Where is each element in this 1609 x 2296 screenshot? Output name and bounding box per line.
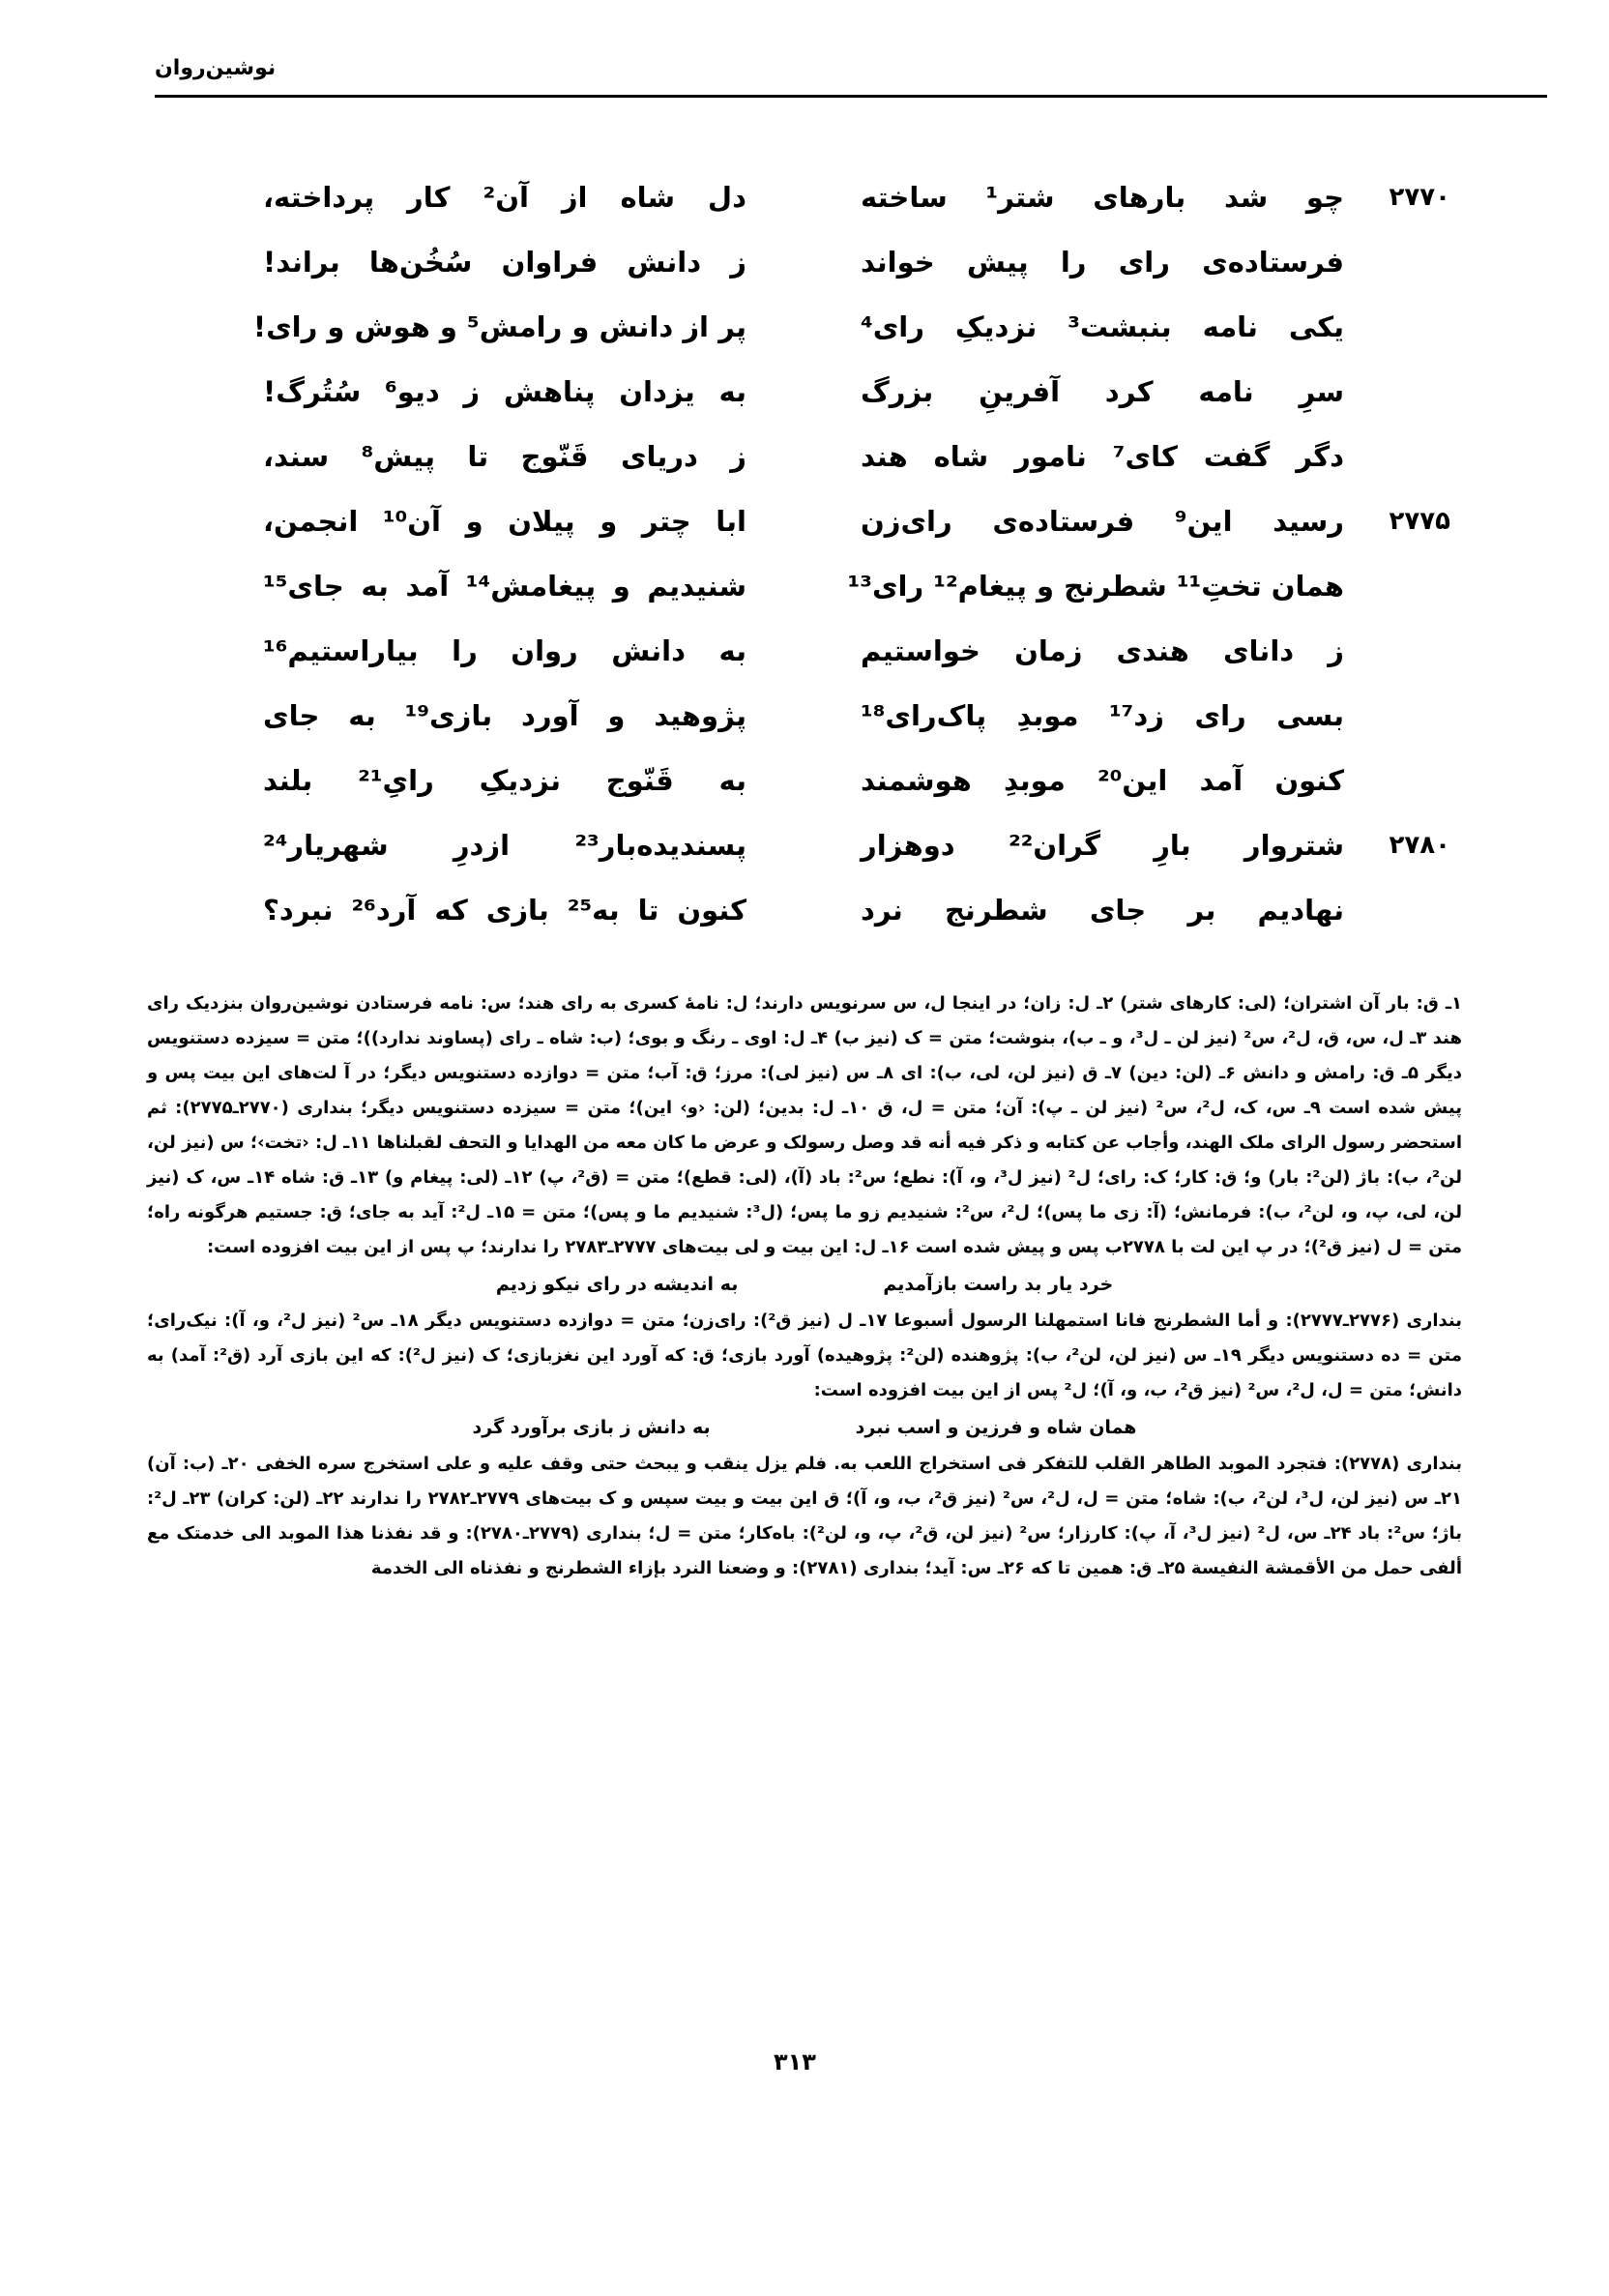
- hemistich-second: به اندیشه در رای نیکو زدیم: [495, 1274, 739, 1295]
- hemistich-second: به یزدان پناهش ز دیو⁶ سُتُرگ!: [263, 374, 746, 408]
- hemistich-second: کنون تا به²⁵ بازی که آرد²⁶ نبرد؟: [263, 893, 746, 927]
- hemistich-second: به دانش روان را بیاراستیم¹⁶: [263, 633, 746, 667]
- footnote-added-verse: [147, 1408, 1462, 1447]
- hemistich-first: خرد یار بد راست بازآمدیم: [883, 1274, 1114, 1295]
- hemistich-first: سرِ نامه کرد آفرینِ بزرگ: [861, 374, 1344, 408]
- hemistich-first: یکی نامه بنبشت³ نزدیکِ رای⁴: [861, 309, 1344, 343]
- hemistich-first: همان شاه و فرزین و اسب نبرد: [855, 1417, 1137, 1438]
- hemistich-second: به دانش ز بازی برآورد گرد: [472, 1417, 711, 1438]
- footnote-paragraph: بنداری (۲۷۷۶ـ۲۷۷۷): و أما الشطرنج فانا استمهلنا الرسول أسبوعا ۱۷ـ ل (نیز ق²): رای‌زن؛ متن = دوازده دستنویس دیگر ۱۸ـ س² (نیز ل²، و، آ): نیک‌رای؛ متن = ده دستنویس دیگر ۱۹ـ س (نیز لن، لن²، ب): پژوهنده (لن²: پژوهیده) آورد بازی؛ ق: که آورد این نغزبازی؛ ک (نیز ل²): که این بازی آرد (ق²: آمد) به دانش؛ متن = ل، ل²، س² (نیز ق²، ب، و، آ)؛ ل² پس از این بیت افزوده است:: [147, 1310, 1462, 1400]
- hemistich-second: ابا چتر و پیلان و آن¹⁰ انجمن،: [263, 504, 746, 538]
- footnote-paragraph: بنداری (۲۷۷۸): فتجرد الموبد الطاهر القلب للتفکر فی استخراج اللعب به. فلم یزل ینقب و یبحث حتی وقف علیه و علی استخرج سره الخفی ۲۰ـ (ب: آن) ۲۱ـ س (نیز لن، ل³، لن²، ب): شاه؛ متن = ل، ل²، س² (نیز ق²، ب، و، آ)؛ ق این بیت و بیت سپس و ک بیت‌های ۲۷۷۹ـ۲۷۸۲ را ندارند ۲۲ـ (لن: کران) ۲۳ـ ل²: باژ؛ س²: باد ۲۴ـ س، ل² (نیز ل³، آ، پ): کارزار؛ س² (نیز لن، ق²، پ، و، لن²): باه‌کار؛ متن = ل؛ بنداری (۲۷۷۹ـ۲۷۸۰): و قد نفذنا هذا الموبد الی خدمتک مع ألفی حمل من الأقمشة النفیسة ۲۵ـ ق: همین تا که ۲۶ـ س: آید؛ بنداری (۲۷۸۱): و وضعنا النرد بإزاء الشطرنج و نفذناه الی الخدمة: [147, 1454, 1463, 1578]
- hemistich-first: بسی رای زد¹⁷ موبدِ پاک‌رای¹⁸: [861, 698, 1344, 732]
- verse-row: [261, 683, 1450, 748]
- verse-number: ۲۷۸۰: [1389, 830, 1450, 860]
- hemistich-first: شتروار بارِ گران²² دوهزار: [861, 828, 1344, 862]
- hemistich-second: پسندیده‌بار²³ ازدرِ شهریار²⁴: [263, 828, 746, 862]
- hemistich-first: نهادیم بر جای شطرنج نرد: [861, 893, 1344, 927]
- verse-row: [261, 164, 1450, 229]
- hemistich-first: ز دانای هندی زمان خواستیم: [861, 633, 1344, 667]
- running-title: نوشین‌روان: [155, 56, 277, 80]
- footnote-added-verse: [147, 1265, 1462, 1304]
- verse-row: [261, 359, 1450, 424]
- hemistich-second: پر از دانش و رامش⁵ و هوش و رای!: [252, 309, 746, 343]
- verse-row: [261, 553, 1450, 618]
- hemistich-second: دل شاه از آن² کار پرداخته،: [263, 180, 746, 214]
- verse-block: [252, 164, 1450, 942]
- verse-row: [261, 424, 1450, 488]
- header-rule: [155, 95, 1547, 98]
- hemistich-first: همان تختِ¹¹ شطرنج و پیغام¹² رای¹³: [847, 569, 1344, 603]
- verse-number: ۲۷۷۵: [1389, 506, 1450, 536]
- running-head: [155, 56, 1547, 99]
- verse-row: [261, 748, 1450, 812]
- verse-row: [261, 229, 1450, 294]
- hemistich-first: کنون آمد این²⁰ موبدِ هوشمند: [861, 763, 1344, 797]
- hemistich-first: دگر گفت کای⁷ نامور شاه هند: [861, 439, 1345, 473]
- hemistich-first: رسید این⁹ فرستاده‌ی رای‌زن: [861, 504, 1344, 538]
- hemistich-second: پژوهید و آورد بازی¹⁹ به جای: [263, 698, 746, 732]
- hemistich-second: ز دریای قَنّوج تا پیش⁸ سند،: [263, 439, 746, 473]
- hemistich-first: چو شد بارهای شتر¹ ساخته: [861, 180, 1344, 214]
- hemistich-second: شنیدیم و پیغامش¹⁴ آمد به جای¹⁵: [263, 569, 747, 603]
- verse-row: [261, 812, 1450, 877]
- footnotes: [147, 986, 1462, 1586]
- hemistich-first: فرستاده‌ی رای را پیش خواند: [861, 245, 1344, 279]
- verse-row: [252, 294, 1450, 359]
- verse-row: [261, 488, 1450, 553]
- verse-number: ۲۷۷۰: [1389, 182, 1450, 212]
- page-number: ۳۱۳: [774, 2048, 816, 2075]
- verse-row: [261, 877, 1450, 942]
- verse-row: [261, 618, 1450, 683]
- hemistich-second: به قَنّوج نزدیکِ رایِ²¹ بلند: [263, 763, 746, 797]
- footnote-paragraph: ۱ـ ق: بار آن اشتران؛ (لی: کارهای شتر) ۲ـ ل: زان؛ در اینجا ل، س سرنویس دارند؛ ل: نامهٔ کسری به رای هند؛ س: نامه فرستادن نوشین‌روان بنزدیک رای هند ۳ـ ل، س، ق، ل²، س² (نیز لن ـ ل³، و ـ ب)، بنوشت؛ متن = ک (نیز ب) ۴ـ ل: اوی ـ رنگ و بوی؛ (ب: شاه ـ رای (پساوند ندارد))؛ متن = سیزده دستنویس دیگر ۵ـ ق: رامش و دانش ۶ـ (لن: دین) ۷ـ ق (نیز لن، لی، ب): ای ۸ـ س (نیز لی): مرز؛ ق: آب؛ متن = دوازده دستنویس دیگر؛ در آ لت‌های این بیت پس و پیش شده است ۹ـ س، ک، ل²، س² (نیز لن ـ پ): آن؛ متن = ل، ق ۱۰ـ ل: بدین؛ (لن: ‹و› این)؛ متن = سیزده دستنویس دیگر؛ بنداری (۲۷۷۰ـ۲۷۷۵): ثم استحضر رسول الرای ملک الهند، وأجاب عن کتابه و ذکر فیه أنه قد وصل رسولک و عرض ما کان معه من الهدایا و التحف لقبلناها ۱۱ـ ل: ‹تخت›؛ س (نیز لن، لن²، ب): باژ (لن²: بار) و؛ ق: کار؛ ک: رای؛ ل² (نیز ل³، و، آ): نطع؛ س²: باد (آ)، (لی: قطع)؛ متن = (ق²، پ) ۱۲ـ (لی: پیغام و) ۱۳ـ ق: شاه ۱۴ـ س، ک (نیز لن، لی، پ، و، لن²، ب): فرمانش؛ (آ: زی ما پس)؛ ل²، س²: شنیدیم زو ما پس؛ (ل³: شنیدیم ما و پس)؛ متن = ۱۵ـ ل²: آید به جای؛ ق: جستیم هرگونه راه؛ متن = ل (نیز ق²)؛ در پ این لت با ۲۷۷۸ب پس و پیش شده است ۱۶ـ ل: این بیت و لی بیت‌های ۲۷۷۷ـ۲۷۸۳ را ندارند؛ پ پس از این بیت افزوده است:: [147, 993, 1463, 1257]
- hemistich-second: ز دانش فراوان سُخُن‌ها براند!: [263, 245, 746, 279]
